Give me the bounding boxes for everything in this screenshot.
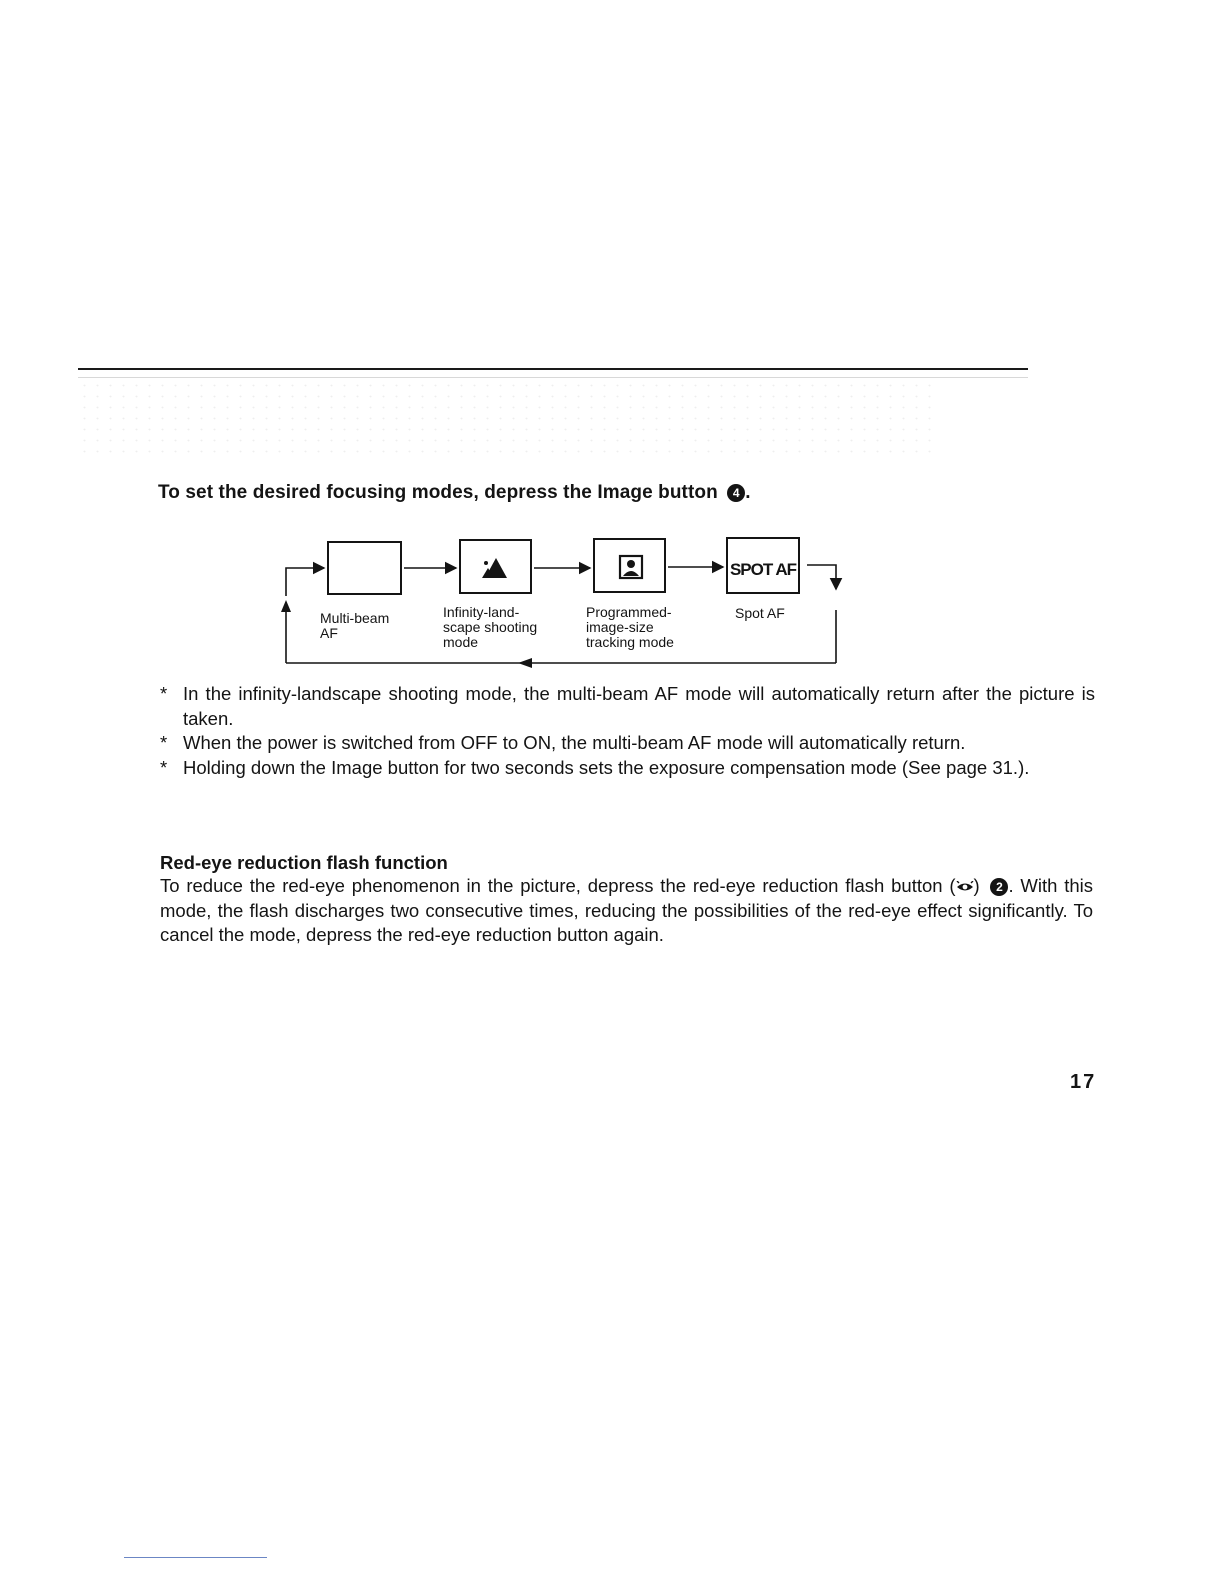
portrait-icon bbox=[620, 556, 642, 578]
heading-text: To set the desired focusing modes, depress the Image button bbox=[158, 482, 718, 503]
scan-noise bbox=[78, 380, 938, 460]
circled-number-icon: 4 bbox=[727, 484, 745, 502]
redeye-title: Red-eye reduction flash function bbox=[160, 852, 448, 873]
redeye-body: To reduce the red-eye phenomenon in the picture, depress the red-eye reduction flash button ( ) 2 . With this mode, the flash discharges two consecutive times, reducing the possibilities of the red-eye effect significantly. To cancel the mode, depress the red-eye reduction button again. bbox=[160, 875, 1094, 945]
note-item: * Holding down the Image button for two seconds sets the exposure compensation mode (See page 31.). bbox=[160, 756, 1030, 778]
loop-entry bbox=[286, 568, 324, 596]
note-item: * When the power is switched from OFF to ON, the multi-beam AF mode will automatically return. bbox=[160, 732, 966, 753]
mountain-icon bbox=[482, 558, 507, 578]
note-item: * In the infinity-landscape shooting mode, the multi-beam AF mode will automatically return after the picture is taken. bbox=[160, 683, 1095, 729]
arrow-out-right bbox=[807, 565, 836, 589]
mode-label-landscape: Infinity-land- scape shooting mode bbox=[443, 604, 538, 650]
section-heading: To set the desired focusing modes, depress the Image button 4 . bbox=[158, 482, 751, 503]
red-eye-icon bbox=[956, 881, 974, 893]
focus-mode-diagram bbox=[280, 532, 860, 677]
circled-number-icon: 2 bbox=[990, 878, 1008, 896]
loop-up-arrowhead bbox=[281, 600, 291, 612]
bottom-rule bbox=[124, 1557, 267, 1558]
loop-mid-arrowhead bbox=[518, 658, 532, 668]
notes-list bbox=[160, 682, 1095, 780]
mode-label-spot-af: Spot AF bbox=[735, 605, 785, 621]
mode-label-portrait: Programmed- image-size tracking mode bbox=[586, 604, 674, 650]
top-rule bbox=[78, 368, 1028, 370]
mode-box-multibeam bbox=[328, 542, 401, 594]
page-number: 17 bbox=[1070, 1071, 1097, 1093]
top-rule-shadow bbox=[78, 377, 1028, 378]
spot-af-box-text: SPOT AF bbox=[729, 560, 797, 579]
mode-label-multibeam: Multi-beam AF bbox=[320, 610, 390, 641]
